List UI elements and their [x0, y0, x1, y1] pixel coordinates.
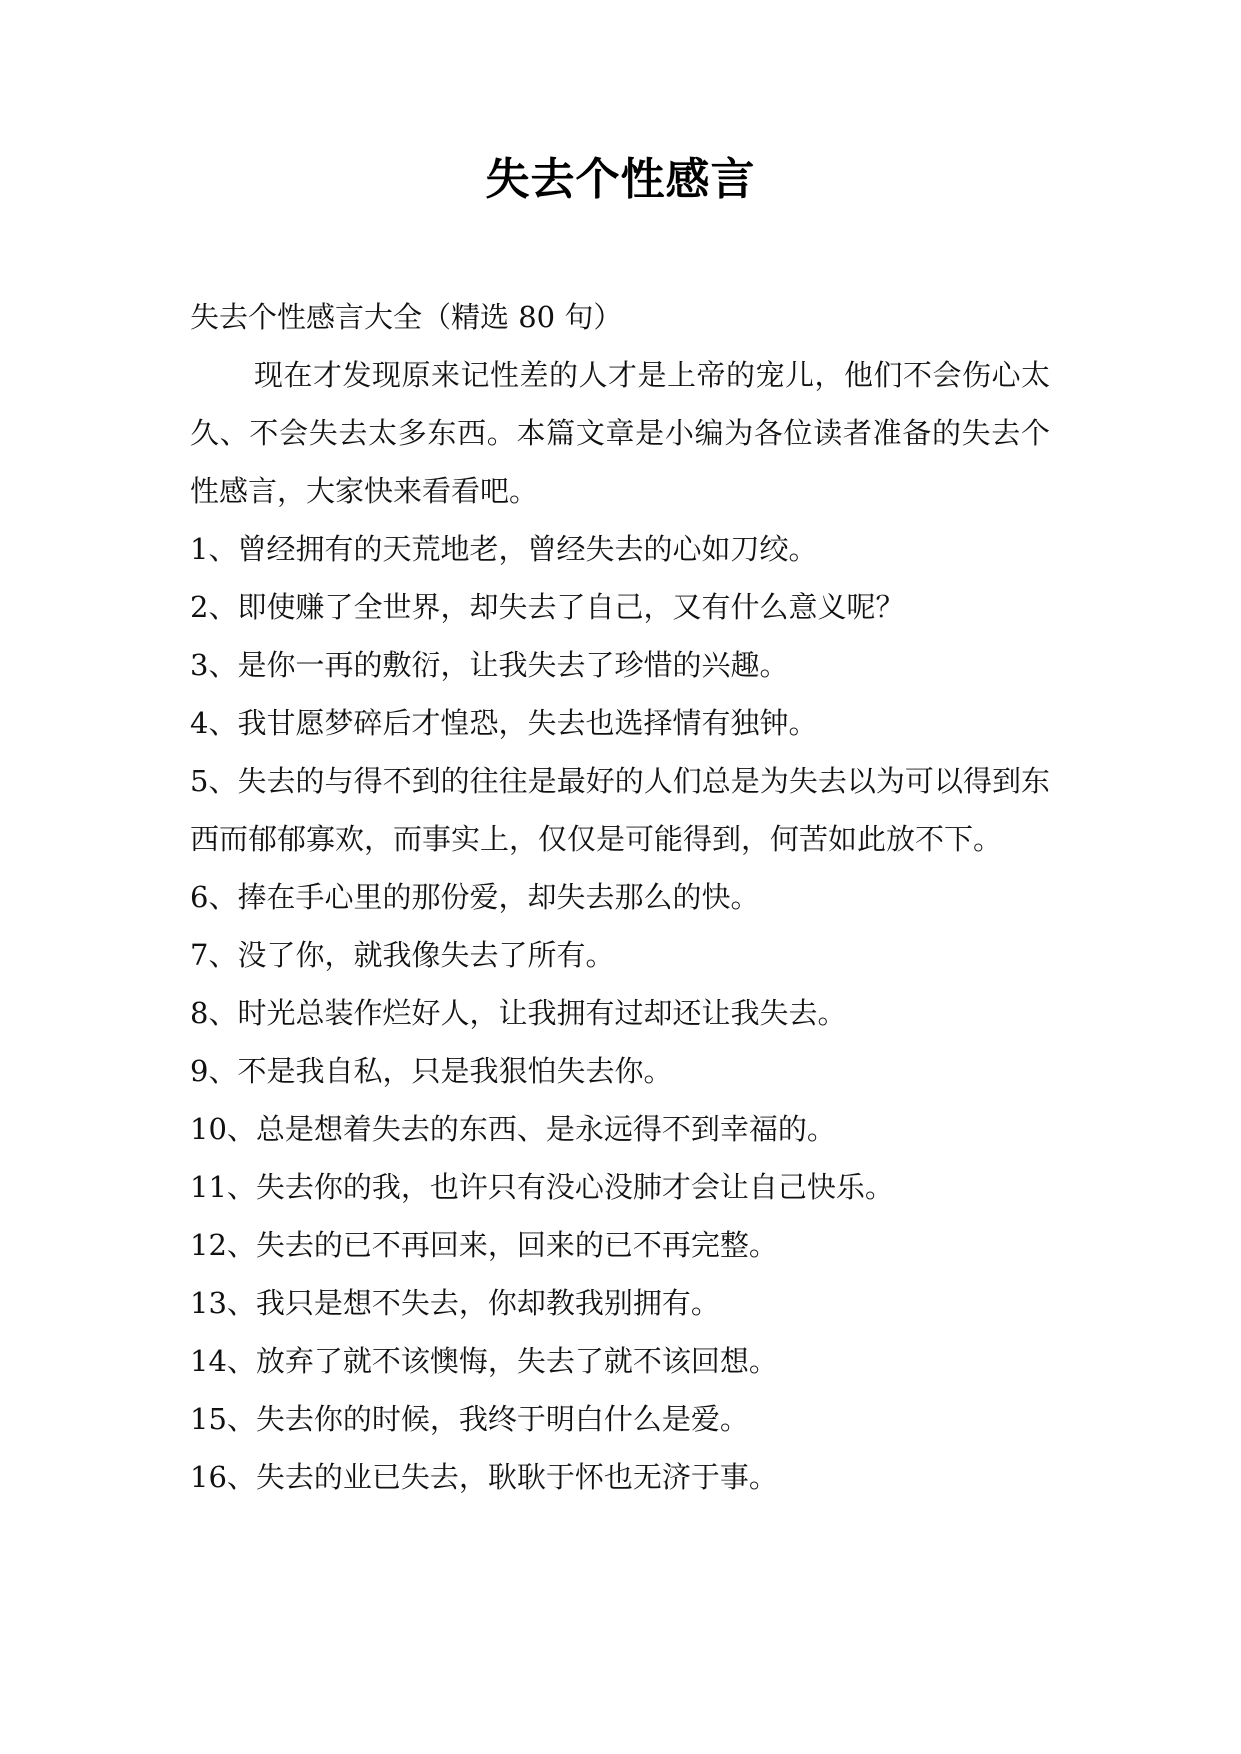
document-title: 失去个性感言	[485, 154, 756, 205]
document-subtitle: 失去个性感言大全（精选 80 句）	[190, 300, 623, 334]
list-item: 3、是你一再的敷衍，让我失去了珍惜的兴趣。	[190, 648, 789, 682]
list-item: 4、我甘愿梦碎后才惶恐，失去也选择情有独钟。	[190, 706, 818, 740]
list-item: 14、放弃了就不该懊悔，失去了就不该回想。	[190, 1344, 778, 1378]
intro-paragraph: 现在才发现原来记性差的人才是上帝的宠儿，他们不会伤心太久、不会失去太多东西。本篇文章是小编为各位读者准备的失去个性感言，大家快来看看吧。	[190, 358, 1050, 508]
list-item: 6、捧在手心里的那份爱，却失去那么的快。	[190, 880, 760, 914]
list-item: 16、失去的业已失去，耿耿于怀也无济于事。	[190, 1460, 778, 1494]
list-item: 10、总是想着失去的东西、是永远得不到幸福的。	[190, 1112, 836, 1146]
list-item: 5、失去的与得不到的往往是最好的人们总是为失去以为可以得到东西而郁郁寡欢，而事实上，仅仅是可能得到，何苦如此放不下。	[190, 764, 1050, 856]
list-item: 15、失去你的时候，我终于明白什么是爱。	[190, 1402, 749, 1436]
list-item: 12、失去的已不再回来，回来的已不再完整。	[190, 1228, 778, 1262]
list-item: 1、曾经拥有的天荒地老，曾经失去的心如刀绞。	[190, 532, 818, 566]
list-item: 2、即使赚了全世界，却失去了自己，又有什么意义呢？	[190, 590, 905, 624]
document-body	[190, 288, 1050, 1506]
list-item: 7、没了你，就我像失去了所有。	[190, 938, 615, 972]
list-item: 11、失去你的我，也许只有没心没肺才会让自己快乐。	[190, 1170, 894, 1204]
list-item: 13、我只是想不失去，你却教我别拥有。	[190, 1286, 720, 1320]
list-item: 8、时光总装作烂好人，让我拥有过却还让我失去。	[190, 996, 847, 1030]
list-item: 9、不是我自私，只是我狠怕失去你。	[190, 1054, 673, 1088]
